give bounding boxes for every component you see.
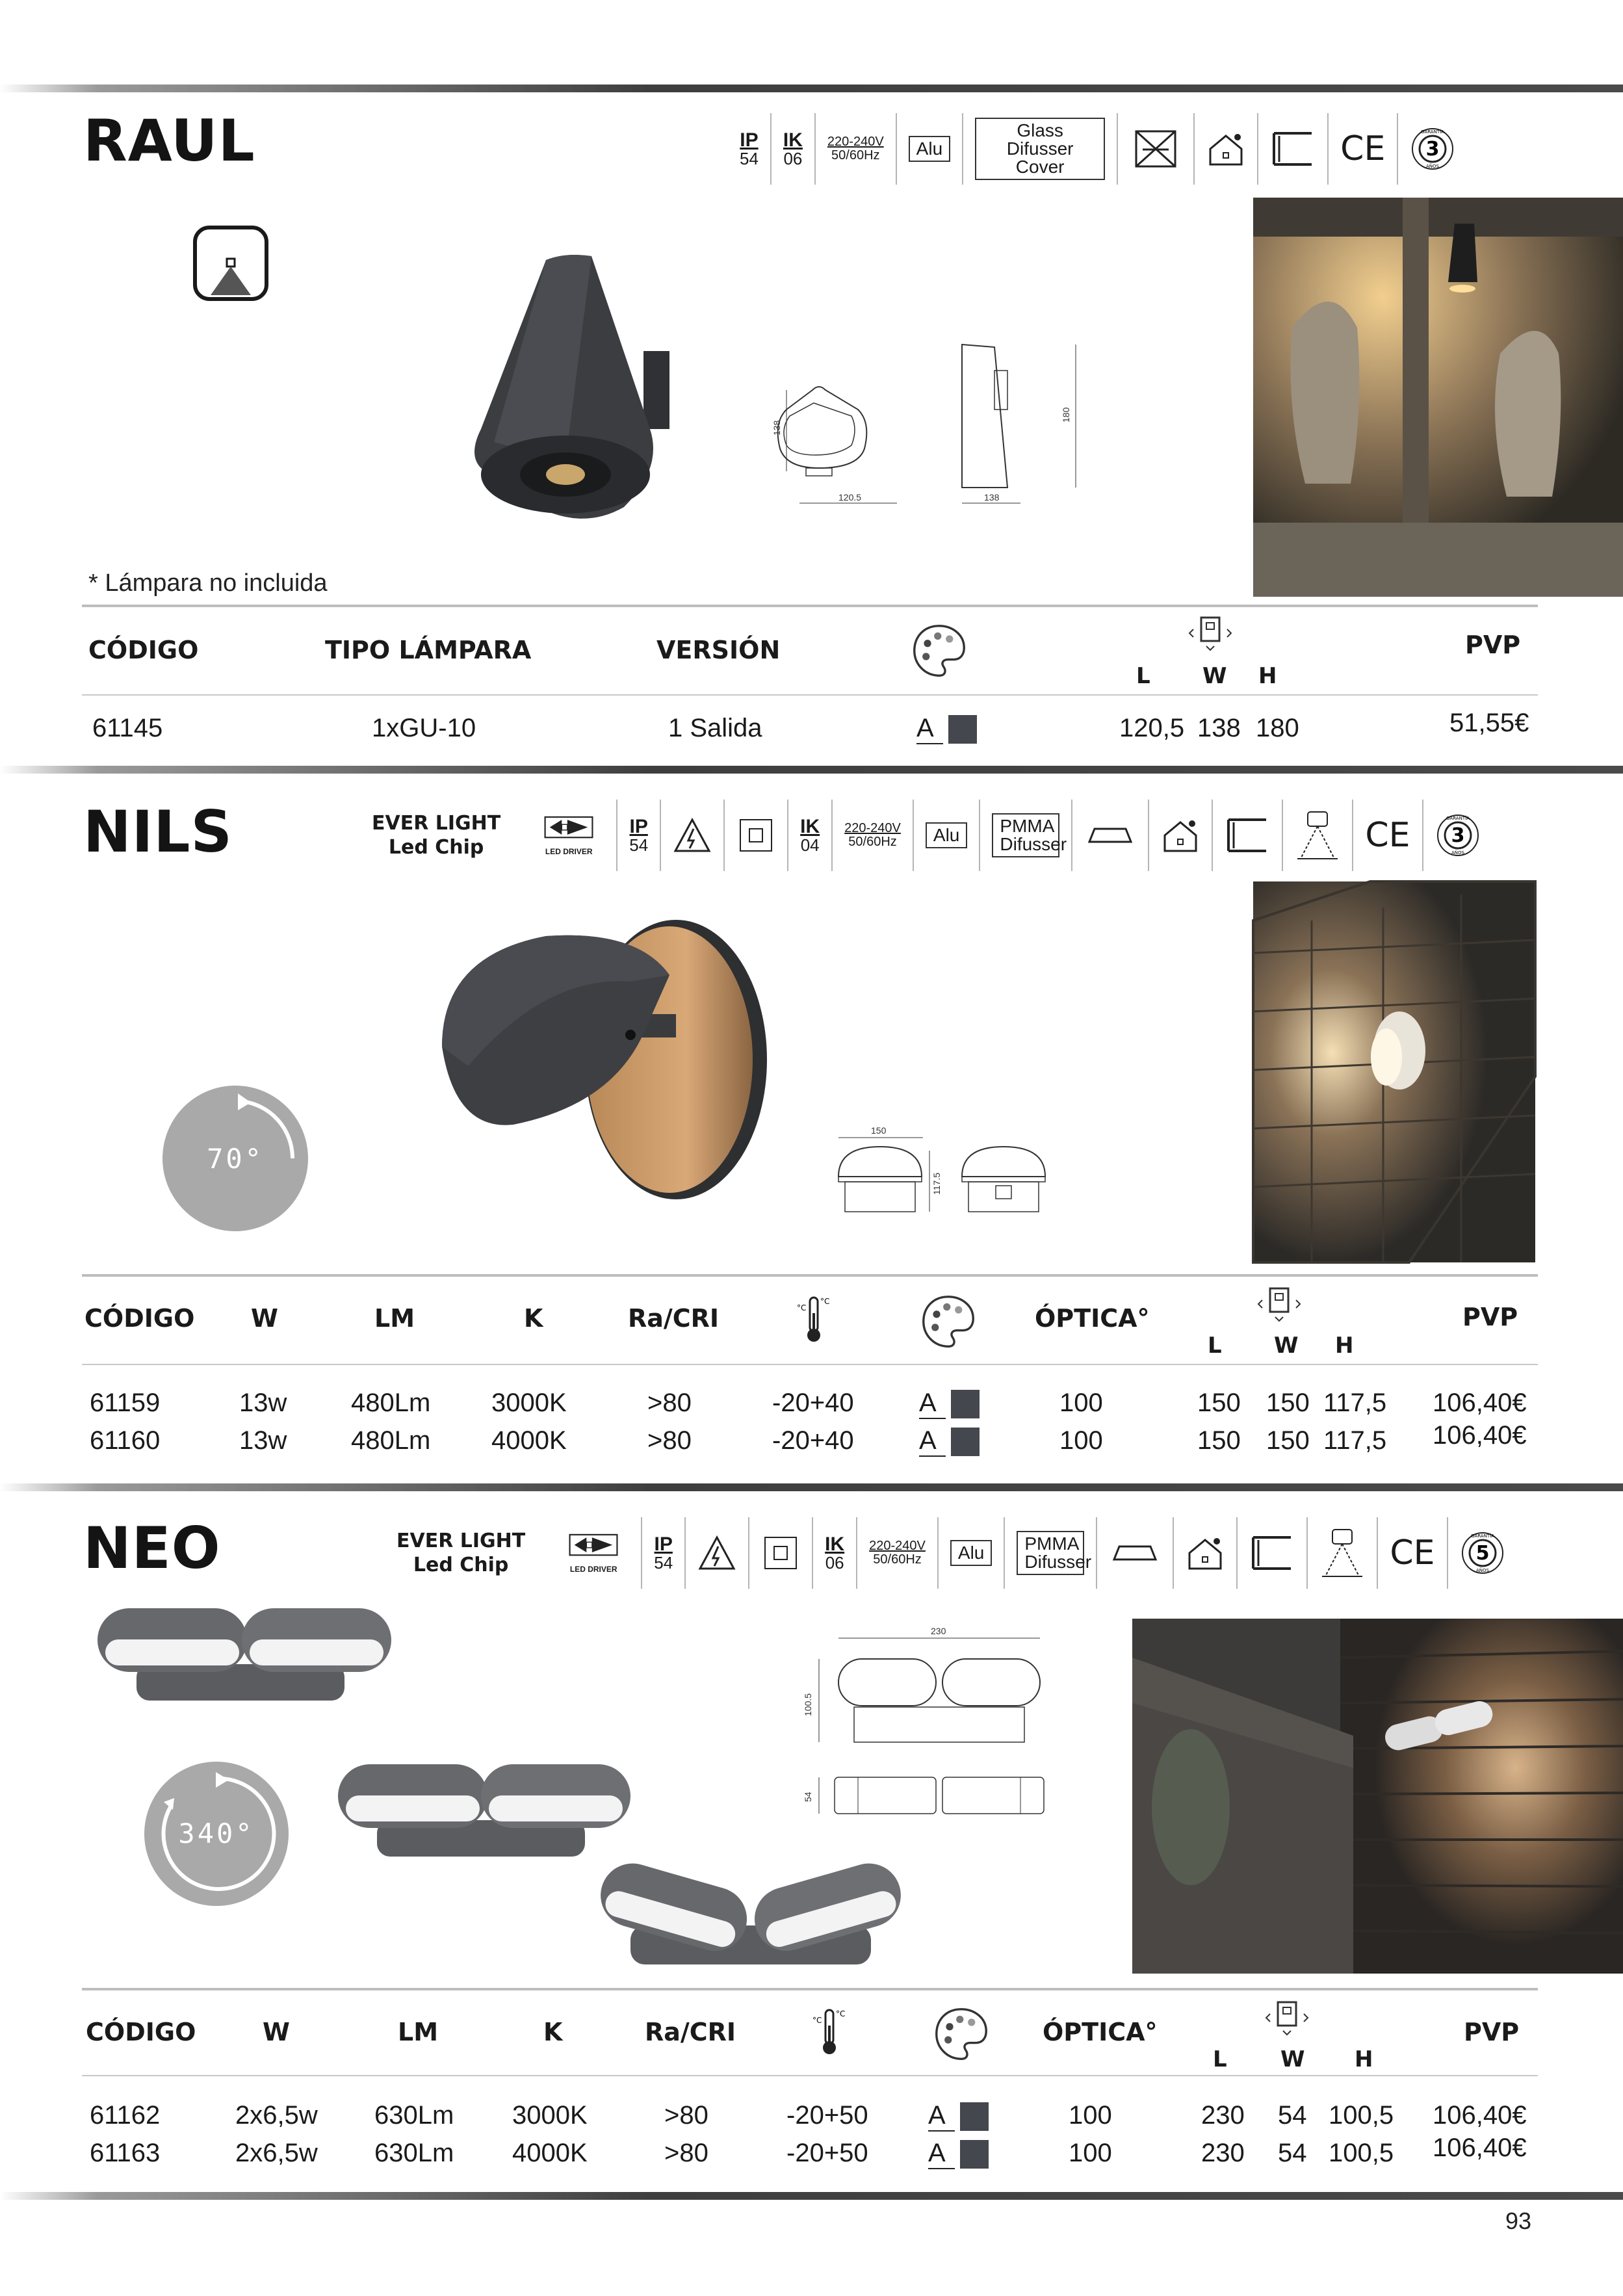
ik-rating — [788, 800, 833, 871]
voltage-spec — [833, 800, 914, 871]
table-cell-L: 120,5 — [1119, 714, 1185, 742]
ce-mark-icon — [1353, 800, 1423, 871]
class-icon — [1149, 800, 1213, 871]
warranty-years: 3 — [1425, 138, 1440, 161]
finish-palette-icon — [919, 1292, 978, 1351]
no-cover-icon — [1118, 113, 1195, 185]
light-distribution-icon — [1308, 1517, 1378, 1589]
table-cell-H: 180 — [1256, 714, 1299, 742]
col-lumens: LM — [374, 1304, 415, 1333]
table-cell-L: 230 — [1201, 2139, 1245, 2167]
table-cell-H: 100,5 — [1329, 2101, 1394, 2130]
table-cell-kelvin: 3000K — [512, 2101, 588, 2130]
bottom-divider — [0, 2192, 1623, 2200]
col-cri: Ra/CRI — [628, 1304, 720, 1333]
col-kelvin: K — [524, 1304, 543, 1333]
warranty-years: 3 — [1451, 824, 1464, 847]
nils-dim-a: 150 — [871, 1125, 887, 1136]
warranty-icon — [1398, 113, 1467, 185]
table-cell-optic: 100 — [1069, 2139, 1112, 2167]
ever-light-badge — [385, 1517, 546, 1589]
diffuser-spec — [963, 113, 1118, 185]
top-divider — [0, 85, 1623, 92]
wall-mount-icon — [1238, 1517, 1308, 1589]
ip-rating — [642, 1517, 686, 1589]
page-number: 93 — [1505, 2208, 1532, 2234]
material-label: Alu — [909, 136, 950, 162]
rotation-badge — [162, 1086, 308, 1231]
table-cell-W: 54 — [1278, 2139, 1307, 2167]
rotation-badge — [144, 1762, 289, 1906]
col-W: W — [1280, 2046, 1305, 2072]
material-label: Alu — [950, 1540, 992, 1566]
col-L: L — [1213, 2046, 1227, 2072]
voltage-spec — [816, 113, 897, 185]
class-icon — [1174, 1517, 1238, 1589]
raul-table-top-line — [82, 605, 1538, 607]
table-cell-temp: -20+50 — [786, 2139, 868, 2167]
table-cell-code: 61162 — [90, 2101, 161, 2130]
nils-table-top-line — [82, 1274, 1538, 1277]
nils-ambient-photo — [1253, 881, 1535, 1262]
light-distribution-icon — [1283, 800, 1353, 871]
table-cell-optic: 100 — [1059, 1426, 1103, 1455]
ce-mark-icon — [1378, 1517, 1448, 1589]
table-cell-L: 230 — [1201, 2101, 1245, 2130]
table-cell-price: 106,40€ — [1433, 1421, 1527, 1450]
ik-rating — [813, 1517, 857, 1589]
table-cell-W: 150 — [1266, 1389, 1310, 1417]
table-cell-price: 106,40€ — [1433, 2101, 1527, 2130]
finish-swatch — [951, 1390, 980, 1418]
material-spec — [897, 113, 963, 185]
table-cell-price: 106,40€ — [1433, 2133, 1527, 2162]
warranty-label: GARANTÍA — [1421, 129, 1445, 135]
col-L: L — [1208, 1333, 1222, 1359]
product-title-raul: RAUL — [83, 107, 255, 174]
col-lumens: LM — [398, 2018, 439, 2046]
col-code: CÓDIGO — [84, 1304, 195, 1333]
finish-code: A — [919, 1389, 946, 1419]
led-chip-label: Led Chip — [413, 1554, 509, 1576]
table-cell-finish — [919, 1426, 980, 1457]
table-cell-W: 138 — [1197, 714, 1241, 742]
raul-spec-icons — [728, 113, 1467, 185]
lamp-shape-icon — [1097, 1517, 1174, 1589]
dimensions-icon — [1253, 1285, 1305, 1324]
electrical-warning-icon — [661, 800, 725, 871]
ik-value: 06 — [783, 149, 803, 169]
table-cell-optic: 100 — [1059, 1389, 1103, 1417]
neo-ambient-photo — [1132, 1619, 1623, 1974]
nils-spec-icons — [360, 800, 1492, 871]
col-version: VERSIÓN — [656, 636, 781, 664]
col-H: H — [1258, 663, 1277, 689]
col-code: CÓDIGO — [88, 636, 199, 664]
product-title-neo: NEO — [83, 1515, 221, 1582]
raul-dim-d: 180 — [1061, 407, 1071, 423]
finish-palette-icon — [932, 2005, 991, 2063]
finish-code: A — [928, 2139, 955, 2169]
table-cell-lumens: 480Lm — [351, 1426, 431, 1455]
col-W: W — [1274, 1333, 1299, 1359]
ce-text: CE — [1390, 1533, 1435, 1572]
frequency-value: 50/60Hz — [873, 1552, 922, 1567]
table-cell-cri: >80 — [664, 2101, 708, 2130]
class-square-icon — [725, 800, 788, 871]
raul-dim-a: 138 — [772, 420, 782, 436]
material-spec — [914, 800, 980, 871]
temperature-icon — [794, 1294, 833, 1346]
ik-value: 04 — [800, 835, 820, 855]
beam-symbol-icon — [192, 225, 269, 302]
nils-product-image — [416, 917, 780, 1255]
led-chip-label: Led Chip — [388, 836, 484, 859]
ever-light-label: EVER LIGHT — [372, 811, 501, 835]
table-cell-L: 150 — [1197, 1389, 1241, 1417]
table-cell-lumens: 630Lm — [374, 2139, 454, 2167]
col-W: W — [1202, 663, 1227, 689]
ce-text: CE — [1340, 129, 1386, 168]
diffuser-label: PMMA Difusser — [992, 813, 1059, 857]
table-cell-cri: >80 — [664, 2139, 708, 2167]
ip-label: IP — [654, 1533, 673, 1555]
finish-code: A — [919, 1426, 946, 1457]
ce-text: CE — [1365, 816, 1410, 855]
led-driver-icon — [546, 1517, 642, 1589]
ip-label: IP — [740, 129, 759, 151]
table-cell-price: 51,55€ — [1449, 709, 1529, 737]
warranty-label: GARANTÍA — [1470, 1533, 1494, 1539]
ik-label: IK — [800, 815, 820, 837]
col-H: H — [1355, 2046, 1373, 2072]
table-cell-code: 61159 — [90, 1389, 161, 1417]
table-cell-kelvin: 4000K — [512, 2139, 588, 2167]
table-cell-watts: 13w — [239, 1389, 287, 1417]
table-cell-code: 61145 — [92, 714, 163, 742]
ik-label: IK — [825, 1533, 845, 1555]
finish-swatch — [948, 715, 977, 744]
finish-swatch — [960, 2140, 989, 2169]
table-cell-version: 1 Salida — [668, 714, 762, 742]
voltage-value: 220-240V — [844, 821, 901, 835]
voltage-spec — [857, 1517, 939, 1589]
product-title-nils: NILS — [83, 798, 233, 865]
finish-palette-icon — [910, 621, 968, 680]
material-label: Alu — [926, 822, 967, 848]
col-kelvin: K — [543, 2018, 563, 2046]
finish-code: A — [916, 714, 943, 744]
warranty-label: GARANTÍA — [1446, 816, 1470, 821]
nils-technical-drawing — [825, 1118, 1072, 1229]
section-divider — [0, 1483, 1623, 1491]
temperature-icon — [810, 2006, 849, 2058]
table-cell-kelvin: 3000K — [491, 1389, 567, 1417]
lamp-shape-icon — [1072, 800, 1149, 871]
driver-label: LED DRIVER — [569, 1564, 617, 1574]
nils-dim-b: 117.5 — [931, 1173, 942, 1195]
table-cell-L: 150 — [1197, 1426, 1241, 1455]
col-price: PVP — [1465, 631, 1521, 659]
class-icon — [1195, 113, 1258, 185]
ce-mark-icon — [1329, 113, 1398, 185]
finish-swatch — [960, 2102, 989, 2131]
raul-technical-drawing — [773, 332, 1085, 514]
ever-light-badge — [360, 800, 521, 871]
finish-code: A — [928, 2101, 955, 2132]
ip-rating — [617, 800, 661, 871]
table-cell-optic: 100 — [1069, 2101, 1112, 2130]
electrical-warning-icon — [686, 1517, 749, 1589]
ip-label: IP — [629, 815, 648, 837]
table-cell-kelvin: 4000K — [491, 1426, 567, 1455]
col-watts: W — [251, 1304, 278, 1333]
table-cell-temp: -20+50 — [786, 2101, 868, 2130]
table-cell-W: 54 — [1278, 2101, 1307, 2130]
warranty-icon — [1423, 800, 1492, 871]
raul-dim-c: 138 — [984, 492, 1000, 502]
raul-product-image — [468, 247, 695, 559]
table-cell-H: 100,5 — [1329, 2139, 1394, 2167]
material-spec — [939, 1517, 1005, 1589]
col-optic: ÓPTICA° — [1035, 1304, 1150, 1333]
neo-dim-a: 230 — [931, 1626, 946, 1636]
frequency-value: 50/60Hz — [831, 148, 880, 163]
ip-value: 54 — [740, 149, 759, 169]
dimensions-icon — [1184, 614, 1236, 653]
col-lamp-type: TIPO LÁMPARA — [325, 636, 532, 664]
finish-swatch — [951, 1428, 980, 1456]
led-driver-icon — [521, 800, 617, 871]
col-H: H — [1335, 1333, 1354, 1359]
col-L: L — [1136, 663, 1150, 689]
col-cri: Ra/CRI — [645, 2018, 736, 2046]
warranty-unit: AÑOS — [1451, 850, 1464, 855]
neo-dim-c: 54 — [803, 1792, 813, 1802]
table-cell-cri: >80 — [647, 1426, 692, 1455]
table-cell-H: 117,5 — [1323, 1426, 1387, 1455]
raul-ambient-photo — [1253, 198, 1623, 597]
table-cell-temp: -20+40 — [772, 1389, 854, 1417]
dimensions-icon — [1261, 1998, 1313, 2037]
section-divider — [0, 766, 1623, 774]
table-cell-lamp: 1xGU-10 — [372, 714, 476, 742]
neo-technical-drawing — [793, 1619, 1066, 1827]
table-cell-watts: 2x6,5w — [235, 2101, 318, 2130]
table-cell-code: 61163 — [90, 2139, 161, 2167]
warranty-unit: AÑOS — [1475, 1568, 1489, 1573]
col-optic: ÓPTICA° — [1043, 2018, 1158, 2046]
raul-dim-b: 120.5 — [838, 492, 862, 502]
table-cell-finish — [916, 714, 977, 744]
voltage-value: 220-240V — [827, 135, 884, 149]
ik-rating — [772, 113, 816, 185]
wall-mount-icon — [1258, 113, 1329, 185]
ip-value: 54 — [654, 1553, 673, 1573]
col-price: PVP — [1462, 1303, 1518, 1331]
table-cell-lumens: 480Lm — [351, 1389, 431, 1417]
table-cell-finish — [919, 1389, 980, 1419]
table-cell-W: 150 — [1266, 1426, 1310, 1455]
neo-table-header-line — [82, 2075, 1538, 2076]
wall-mount-icon — [1213, 800, 1283, 871]
table-cell-code: 61160 — [90, 1426, 161, 1455]
ip-value: 54 — [629, 835, 649, 855]
ik-label: IK — [783, 129, 803, 151]
neo-spec-icons — [385, 1517, 1517, 1589]
warranty-unit: AÑOS — [1426, 164, 1440, 169]
table-cell-finish — [928, 2139, 989, 2169]
table-cell-watts: 13w — [239, 1426, 287, 1455]
warranty-icon — [1448, 1517, 1517, 1589]
neo-table-top-line — [82, 1988, 1538, 1990]
table-cell-temp: -20+40 — [772, 1426, 854, 1455]
col-code: CÓDIGO — [86, 2018, 196, 2046]
table-cell-price: 106,40€ — [1433, 1389, 1527, 1417]
table-cell-cri: >80 — [647, 1389, 692, 1417]
col-price: PVP — [1464, 2018, 1520, 2046]
warranty-years: 5 — [1475, 1542, 1489, 1565]
diffuser-label: PMMA Difusser — [1017, 1531, 1084, 1575]
voltage-value: 220-240V — [869, 1539, 926, 1553]
table-cell-lumens: 630Lm — [374, 2101, 454, 2130]
diffuser-label: Glass Difusser Cover — [975, 118, 1105, 180]
nils-table-header-line — [82, 1364, 1538, 1365]
class-square-icon — [749, 1517, 813, 1589]
rotation-angle: 70° — [207, 1143, 264, 1175]
ik-value: 06 — [825, 1553, 844, 1573]
ip-rating — [728, 113, 772, 185]
lamp-not-included-note: * Lámpara no incluida — [88, 569, 328, 597]
table-cell-watts: 2x6,5w — [235, 2139, 318, 2167]
neo-dim-b: 100.5 — [803, 1693, 813, 1716]
diffuser-spec — [1005, 1517, 1097, 1589]
ever-light-label: EVER LIGHT — [396, 1529, 526, 1552]
raul-table-header-line — [82, 694, 1538, 696]
diffuser-spec — [980, 800, 1072, 871]
table-cell-finish — [928, 2101, 989, 2132]
col-watts: W — [263, 2018, 290, 2046]
rotation-angle: 340° — [178, 1818, 255, 1849]
driver-label: LED DRIVER — [545, 846, 593, 856]
table-cell-H: 117,5 — [1323, 1389, 1387, 1417]
frequency-value: 50/60Hz — [848, 835, 897, 849]
